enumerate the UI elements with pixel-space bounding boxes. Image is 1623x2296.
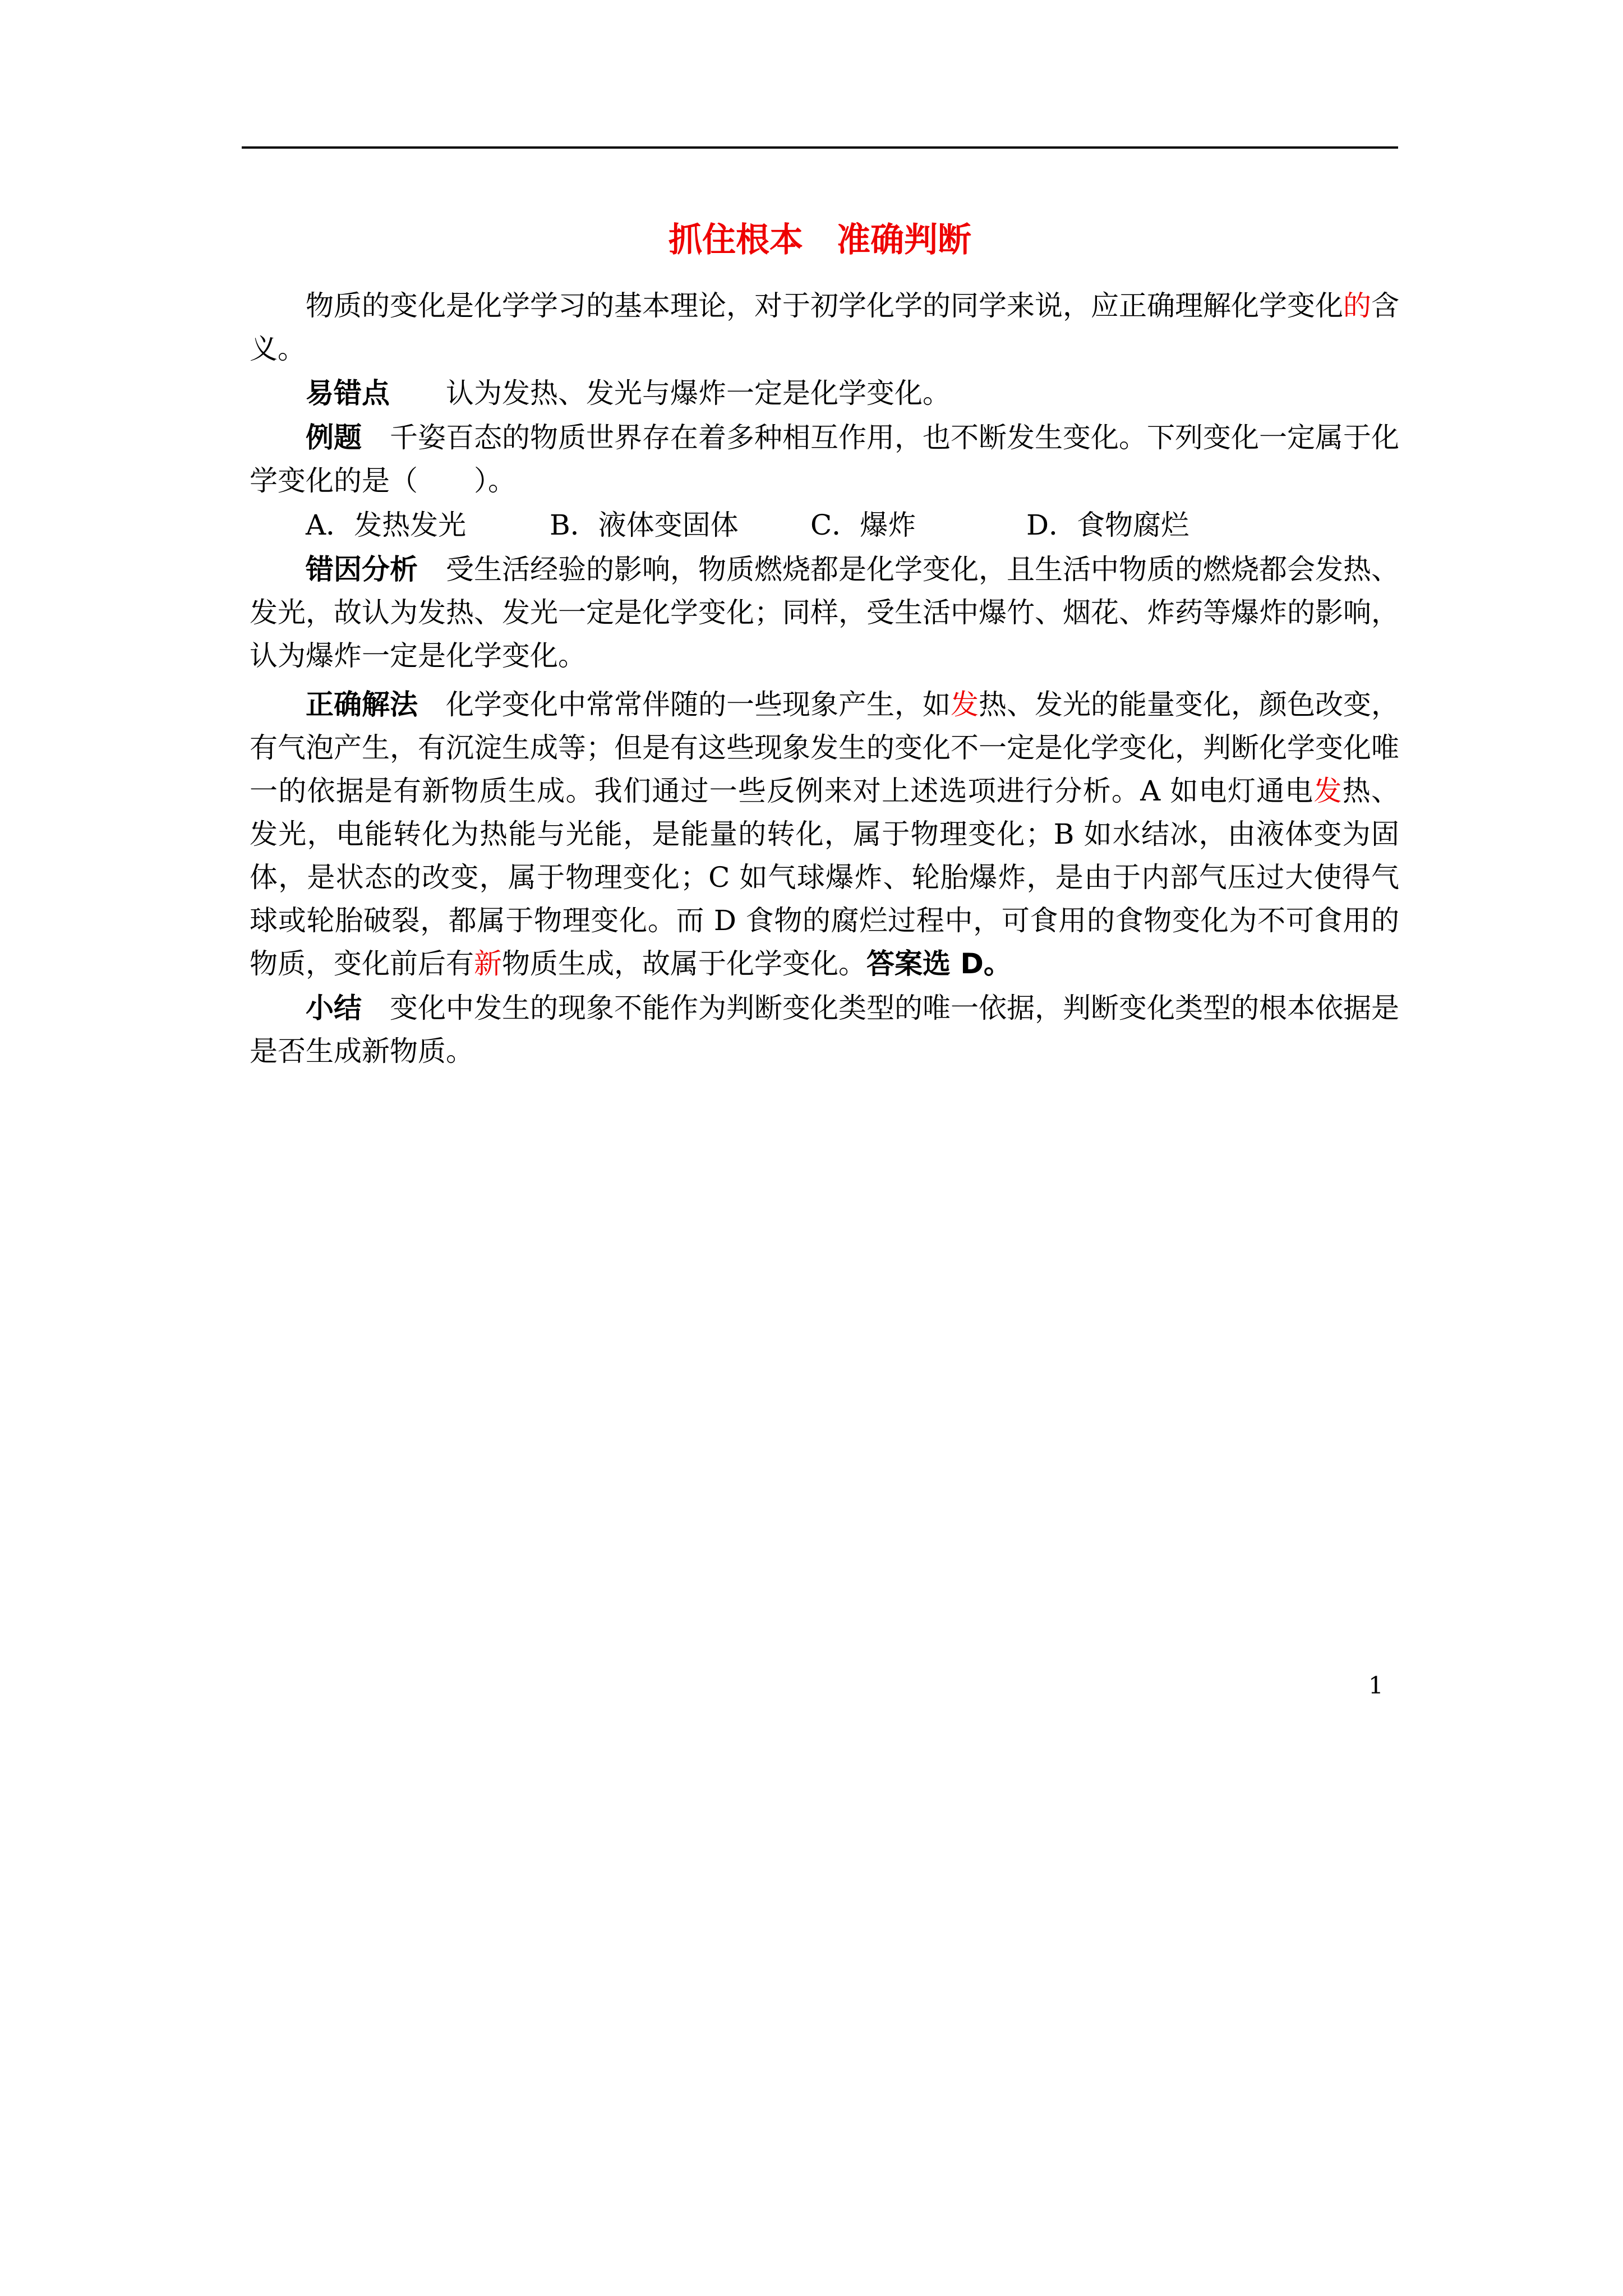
intro-text: 物质的变化是化学学习的基本理论，对于初学化学的同学来说，应正确理解化学变化: [306, 289, 1343, 322]
page-title: 抓住根本 准确判断: [668, 220, 971, 260]
solution-red3: 新: [474, 947, 502, 980]
example-paragraph: [250, 416, 1399, 503]
error-analysis-text: 受生活经验的影响，物质燃烧都是化学变化，且生活中物质的燃烧都会发热、发光，故认为发热、发光一定是化学变化；同样，受生活中爆竹、烟花、炸药等爆炸的影响，认为爆炸一定是化学变化。: [250, 553, 1399, 672]
option-b: B．液体变固体: [550, 509, 739, 541]
summary-text: 变化中发生的现象不能作为判断变化类型的唯一依据，判断变化类型的根本依据是是否生成新物质。: [250, 992, 1399, 1068]
summary-paragraph: [250, 987, 1399, 1073]
solution-paragraph: [250, 683, 1399, 986]
example-options: [250, 504, 1399, 547]
mistake-paragraph: [250, 372, 1399, 415]
header-rule: [242, 146, 1398, 149]
mistake-text: 认为发热、发光与爆炸一定是化学变化。: [446, 377, 951, 409]
solution-red2: 发: [1313, 775, 1343, 807]
solution-part4: 物质生成，故属于化学变化。: [502, 947, 866, 980]
solution-part3: 热、发光，电能转化为热能与光能，是能量的转化，属于物理变化；B 如水结冰，由液体变为固体，是状态的改变，属于物理变化；C 如气球爆炸、轮胎爆炸，是由于内部气压过大使得气球或轮胎破裂，都属于物理变化。而 D 食物的腐烂过程中，可食用的食物变化为不可食用的物质，变化前后有: [250, 775, 1399, 980]
intro-red-char: 的: [1343, 289, 1371, 322]
solution-part2: 热、发光的能量变化，颜色改变，有气泡产生，有沉淀生成等；但是有这些现象发生的变化不一定是化学变化，判断化学变化唯一的依据是有新物质生成。我们通过一些反例来对上述选项进行分析。A 如电灯通电: [250, 688, 1399, 807]
mistake-label: 易错点: [306, 377, 390, 409]
option-d: D．食物腐烂: [1026, 509, 1189, 541]
intro-paragraph: [250, 284, 1399, 371]
page-number: 1: [1368, 1672, 1384, 1699]
document-body: [250, 284, 1399, 1074]
example-text: 千姿百态的物质世界存在着多种相互作用，也不断发生变化。下列变化一定属于化学变化的是（ ）。: [250, 421, 1399, 497]
option-a: A．发热发光: [306, 509, 467, 541]
example-label: 例题: [306, 421, 362, 454]
solution-red1: 发: [951, 688, 979, 721]
solution-label: 正确解法: [306, 688, 418, 721]
error-analysis-paragraph: [250, 548, 1399, 678]
solution-part1: 化学变化中常常伴随的一些现象产生，如: [446, 688, 951, 721]
summary-label: 小结: [306, 992, 362, 1024]
option-c: C．爆炸: [810, 509, 916, 541]
error-analysis-label: 错因分析: [306, 553, 418, 586]
solution-answer: 答案选 D。: [866, 947, 1012, 980]
intro-tail: 含义。: [250, 289, 1399, 365]
